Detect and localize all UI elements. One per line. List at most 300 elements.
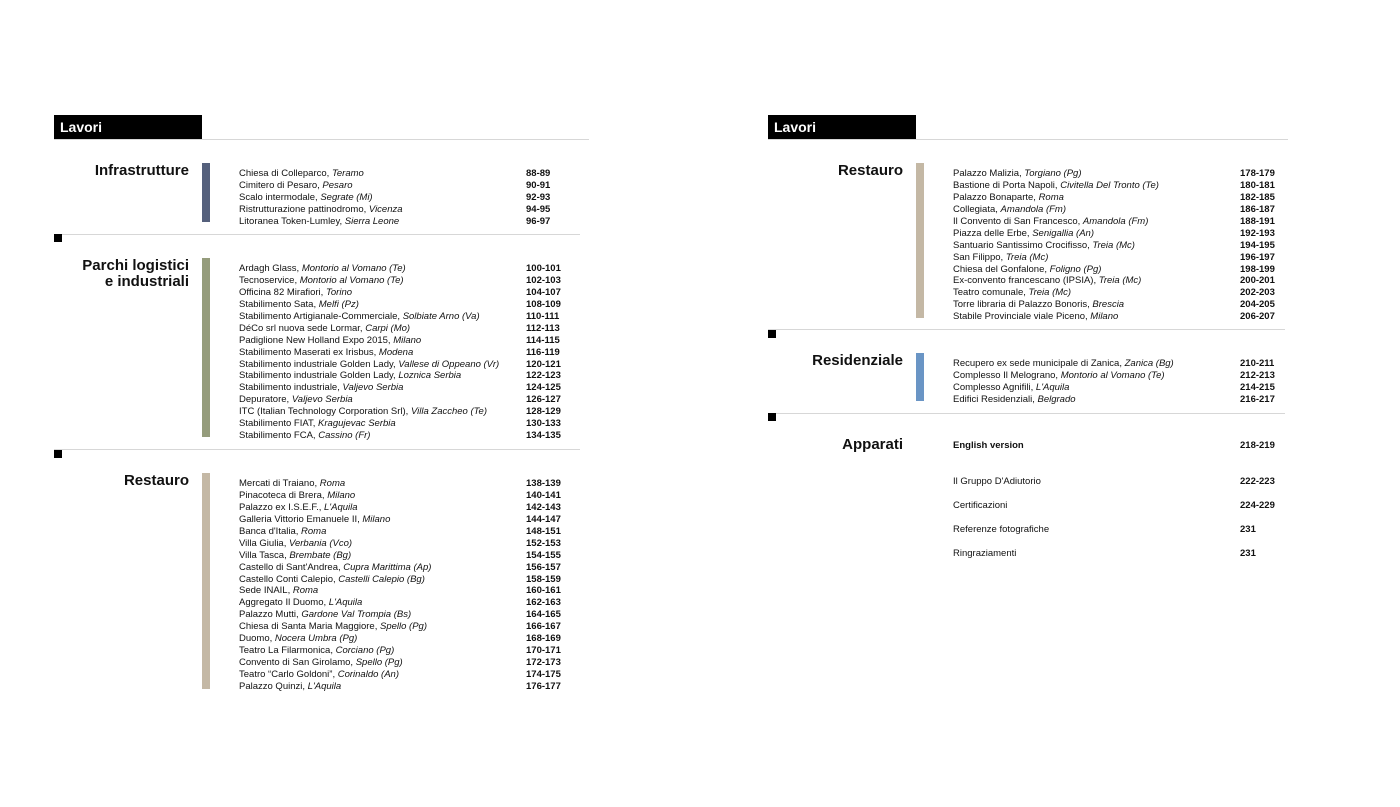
section-bar-parchi-logistici [202, 258, 210, 437]
entry-title [239, 192, 373, 204]
section-bar-residenziale [916, 353, 924, 401]
toc-entry [239, 621, 579, 633]
entry-title [239, 406, 487, 418]
toc-entry [239, 347, 579, 359]
entry-title [239, 335, 421, 347]
entry-title [239, 347, 413, 359]
entry-pages: 168-169 [526, 633, 561, 645]
entry-name: Palazzo Mutti, [239, 609, 302, 621]
entry-pages: 180-181 [1240, 179, 1275, 191]
entry-place: Roma [319, 478, 346, 489]
toc-entry [239, 180, 579, 192]
entry-pages: 212-213 [1240, 369, 1275, 381]
entry-place: Castelli Calepio (Bg) [338, 573, 425, 585]
entry-title [953, 382, 1069, 394]
section-title-restauro-left: Restauro [123, 472, 189, 489]
entry-name: Bastione di Porta Napoli, [953, 179, 1061, 191]
entry-pages: 138-139 [526, 478, 561, 489]
entry-pages: 196-197 [1240, 251, 1275, 263]
entry-list-parchi-logistici [239, 263, 579, 442]
entry-name: Teatro “Carlo Goldoni”, [239, 669, 338, 680]
entry-place: Cupra Marittima (Ap) [343, 561, 432, 573]
entry-title [953, 204, 1066, 216]
entry-place: Vallese di Oppeano (Vr) [398, 358, 500, 370]
toc-entry [239, 502, 579, 514]
entry-place: Foligno (Pg) [1049, 263, 1102, 275]
entry-pages: 108-109 [526, 298, 561, 310]
entry-name: Stabilimento industriale, [239, 382, 343, 394]
entry-name: Il Convento di San Francesco, [953, 215, 1083, 227]
entry-title [239, 490, 355, 502]
entry-place: Brembate (Bg) [289, 549, 352, 561]
toc-entry [239, 168, 579, 180]
entry-place: Cassino (Fr) [318, 430, 371, 442]
entry-name: Stabile Provinciale viale Piceno, [953, 311, 1091, 323]
toc-entry [239, 311, 579, 323]
header-label-left: Lavori [54, 115, 202, 139]
entry-title [239, 323, 410, 335]
entry-pages: 104-107 [526, 286, 561, 298]
entry-name: Stabilimento industriale Golden Lady, [239, 358, 399, 370]
entry-pages: 92-93 [526, 191, 551, 203]
toc-entry [239, 335, 579, 347]
toc-entry [239, 669, 579, 681]
entry-title [953, 311, 1118, 323]
entry-title [239, 585, 318, 597]
entry-pages: 122-123 [526, 370, 561, 382]
entry-name: Villa Tasca, [239, 549, 290, 561]
entry-pages: 112-113 [526, 322, 560, 334]
section-bar-restauro-left [202, 473, 210, 689]
entry-name: Teatro comunale, [953, 287, 1029, 299]
entry-name: Castello Conti Calepio, [239, 573, 339, 585]
section-title-infrastrutture: Infrastrutture [94, 162, 189, 179]
entry-place: Montorio al Vomano (Te) [299, 274, 404, 286]
toc-entry [239, 382, 579, 394]
toc-entry [239, 633, 579, 645]
entry-pages: 152-153 [526, 537, 561, 549]
toc-entry [239, 216, 579, 228]
entry-pages: 120-121 [526, 358, 561, 370]
entry-title [953, 287, 1071, 299]
entry-pages: 140-141 [526, 489, 561, 501]
entry-title [953, 252, 1048, 264]
toc-entry [953, 180, 1293, 192]
toc-entry [953, 216, 1293, 228]
toc-entry [953, 240, 1293, 252]
entry-place: Villa Zaccheo (Te) [410, 406, 488, 418]
entry-title [239, 311, 480, 323]
entry-place: Verbania (Vco) [289, 537, 353, 549]
entry-name: Cimitero di Pesaro, [239, 179, 323, 191]
toc-entry [953, 287, 1293, 299]
entry-place: Teramo [331, 168, 364, 179]
toc-entry [239, 645, 579, 657]
entry-pages: 134-135 [526, 430, 561, 442]
entry-name: Banca d'Italia, [239, 525, 302, 537]
entry-pages: 178-179 [1240, 168, 1275, 179]
entry-place: Kragujevac Serbia [318, 418, 396, 430]
entry-title [239, 216, 399, 228]
entry-pages: 160-161 [526, 585, 561, 597]
entry-name: Chiesa di Colleparco, [239, 168, 332, 179]
toc-entry [953, 264, 1293, 276]
entry-title [239, 478, 345, 490]
entry-place: Corinaldo (An) [337, 669, 399, 680]
entry-name: Teatro La Filarmonica, [239, 645, 336, 657]
entry-title [239, 550, 351, 562]
toc-entry [239, 263, 579, 275]
divider [54, 449, 580, 450]
entry-title [239, 418, 396, 430]
section-marker [54, 234, 62, 242]
entry-name: Ardagh Glass, [239, 263, 302, 274]
toc-entry [239, 430, 579, 442]
entry-pages: 166-167 [526, 621, 561, 633]
toc-entry [239, 478, 579, 490]
entry-pages: 206-207 [1240, 311, 1275, 323]
divider [768, 329, 1285, 330]
entry-place: Torino [325, 286, 353, 298]
section-title-residenziale: Residenziale [812, 352, 903, 369]
entry-name: Piazza delle Erbe, [953, 227, 1033, 239]
entry-name: Palazzo ex I.S.E.F., [239, 501, 325, 513]
entry-pages: 124-125 [526, 382, 561, 394]
entry-place: Solbiate Arno (Va) [402, 310, 480, 322]
entry-title [953, 192, 1064, 204]
entry-place: Amandola (Fm) [1000, 203, 1066, 215]
toc-entry [239, 490, 579, 502]
entry-name: Scalo intermodale, [239, 191, 321, 203]
entry-title [239, 180, 353, 192]
entry-title [953, 358, 1174, 370]
entry-title [239, 287, 352, 299]
section-bar-restauro-right [916, 163, 924, 318]
entry-name: Santuario Santissimo Crocifisso, [953, 239, 1093, 251]
entry-pages: 154-155 [526, 549, 561, 561]
entry-pages: 88-89 [526, 168, 551, 179]
entry-pages: 174-175 [526, 669, 561, 680]
entry-name: DéCo srl nuova sede Lormar, [239, 322, 366, 334]
entry-title [239, 526, 326, 538]
entry-pages: 90-91 [526, 179, 551, 191]
entry-name: Complesso Agnifili, [953, 381, 1036, 393]
toc-entry [953, 275, 1293, 287]
entry-pages: 96-97 [526, 215, 551, 227]
left-page [54, 0, 589, 807]
toc-entry [953, 192, 1293, 204]
entry-title [953, 299, 1124, 311]
entry-pages: 192-193 [1240, 227, 1275, 239]
entry-title [239, 597, 362, 609]
entry-title [953, 228, 1094, 240]
entry-title [239, 370, 461, 382]
toc-entry [953, 311, 1293, 323]
entry-pages: 116-119 [526, 346, 560, 358]
entry-title [239, 168, 364, 180]
apparati-item-ringraziamenti: Ringraziamenti 231 [953, 548, 1256, 559]
entry-title [239, 609, 411, 621]
entry-place: Roma [292, 585, 319, 597]
header-right [768, 115, 1288, 140]
entry-pages: 172-173 [526, 657, 561, 669]
toc-entry [953, 370, 1293, 382]
entry-place: L'Aquila [307, 680, 342, 692]
entry-name: Edifici Residenziali, [953, 393, 1038, 405]
entry-list-infrastrutture [239, 168, 579, 228]
toc-entry [239, 514, 579, 526]
entry-place: Valjevo Serbia [342, 382, 404, 394]
entry-title [239, 574, 425, 586]
entry-name: Stabilimento FCA, [239, 430, 319, 442]
entry-pages: 198-199 [1240, 263, 1275, 275]
toc-entry [239, 287, 579, 299]
entry-place: Senigallia (An) [1032, 227, 1095, 239]
entry-place: Valjevo Serbia [291, 394, 353, 406]
header-label-right: Lavori [768, 115, 916, 139]
divider [768, 413, 1285, 414]
entry-name: Ristrutturazione pattinodromo, [239, 203, 369, 215]
toc-entry [239, 370, 579, 382]
entry-pages: 158-159 [526, 573, 561, 585]
entry-place: Milano [327, 489, 356, 501]
entry-place: Sierra Leone [344, 215, 400, 227]
entry-list-restauro-left [239, 478, 579, 693]
entry-pages: 144-147 [526, 513, 561, 525]
toc-entry [953, 358, 1293, 370]
entry-pages: 148-151 [526, 525, 561, 537]
toc-entry [239, 275, 579, 287]
toc-entry [953, 252, 1293, 264]
entry-place: Nocera Umbra (Pg) [274, 633, 358, 645]
entry-title [239, 645, 394, 657]
entry-place: Treia (Mc) [1028, 287, 1072, 299]
entry-name: Palazzo Bonaparte, [953, 191, 1039, 203]
entry-name: Convento di San Girolamo, [239, 657, 356, 669]
entry-place: Roma [301, 525, 327, 537]
entry-name: Depuratore, [239, 394, 292, 406]
entry-place: Corciano (Pg) [335, 645, 395, 657]
entry-title [953, 168, 1082, 180]
entry-pages: 164-165 [526, 609, 561, 621]
entry-name: Stabilimento industriale Golden Lady, [239, 370, 399, 382]
entry-name: San Filippo, [953, 251, 1006, 263]
entry-pages: 130-133 [526, 418, 561, 430]
toc-entry [239, 538, 579, 550]
entry-title [239, 621, 427, 633]
entry-place: Milano [1090, 311, 1119, 323]
entry-place: Segrate (Mi) [320, 191, 373, 203]
entry-place: Milano [393, 334, 422, 346]
entry-place: Gardone Val Trompia (Bs) [301, 609, 412, 621]
toc-entry [239, 192, 579, 204]
entry-name: Recupero ex sede municipale di Zanica, [953, 358, 1125, 369]
entry-pages: 182-185 [1240, 191, 1275, 203]
entry-name: Pinacoteca di Brera, [239, 489, 328, 501]
entry-pages: 128-129 [526, 406, 561, 418]
entry-name: Palazzo Malizia, [953, 168, 1025, 179]
entry-title [239, 382, 403, 394]
toc-entry [239, 526, 579, 538]
entry-title [953, 275, 1141, 287]
toc-entry [953, 168, 1293, 180]
entry-place: Modena [378, 346, 414, 358]
entry-name: Palazzo Quinzi, [239, 680, 308, 692]
toc-entry [239, 597, 579, 609]
entry-title [239, 263, 406, 275]
entry-place: Pesaro [322, 179, 353, 191]
divider [54, 234, 580, 235]
entry-name: Tecnoservice, [239, 274, 300, 286]
entry-name: Stabilimento Artigianale-Commerciale, [239, 310, 403, 322]
toc-entry [953, 299, 1293, 311]
entry-pages: 94-95 [526, 203, 551, 215]
entry-place: Treia (Mc) [1005, 251, 1049, 263]
entry-list-residenziale [953, 358, 1293, 406]
apparati-item-gruppo: Il Gruppo D'Adiutorio 222-223 [953, 476, 1275, 487]
section-marker [54, 450, 62, 458]
toc-entry [239, 418, 579, 430]
toc-entry [239, 657, 579, 669]
entry-name: Chiesa di Santa Maria Maggiore, [239, 621, 380, 633]
entry-pages: 202-203 [1240, 287, 1275, 299]
entry-pages: 216-217 [1240, 393, 1275, 405]
entry-place: Brescia [1092, 299, 1125, 311]
toc-entry [239, 550, 579, 562]
entry-title [239, 394, 353, 406]
entry-name: Villa Giulia, [239, 537, 289, 549]
entry-pages: 142-143 [526, 501, 561, 513]
entry-name: Torre libraria di Palazzo Bonoris, [953, 299, 1093, 311]
right-page [768, 0, 1288, 807]
toc-entry [239, 359, 579, 371]
entry-name: Galleria Vittorio Emanuele II, [239, 513, 363, 525]
entry-name: ITC (Italian Technology Corporation Srl), [239, 406, 411, 418]
entry-name: Stabilimento Sata, [239, 298, 319, 310]
toc-entry [239, 609, 579, 621]
toc-entry [953, 394, 1293, 406]
entry-pages: 102-103 [526, 274, 561, 286]
entry-name: Sede INAIL, [239, 585, 293, 597]
entry-name: Aggregato Il Duomo, [239, 597, 329, 609]
entry-place: Melfi (Pz) [318, 298, 359, 310]
entry-title [239, 657, 403, 669]
toc-entry [239, 323, 579, 335]
entry-title [239, 204, 403, 216]
entry-place: L'Aquila [1035, 381, 1070, 393]
toc-entry [239, 204, 579, 216]
entry-pages: 194-195 [1240, 239, 1275, 251]
entry-pages: 100-101 [526, 263, 561, 274]
entry-pages: 170-171 [526, 645, 561, 657]
toc-entry [953, 228, 1293, 240]
entry-title [239, 681, 341, 693]
toc-entry [239, 394, 579, 406]
entry-pages: 176-177 [526, 680, 561, 692]
entry-title [239, 359, 499, 371]
toc-entry [953, 204, 1293, 216]
entry-name: Stabilimento FIAT, [239, 418, 319, 430]
entry-title [953, 370, 1165, 382]
entry-pages: 162-163 [526, 597, 561, 609]
entry-place: Spello (Pg) [355, 657, 403, 669]
entry-place: Belgrado [1037, 393, 1076, 405]
apparati-item-referenze: Referenze fotografiche 231 [953, 524, 1256, 535]
entry-name: Complesso Il Melograno, [953, 369, 1061, 381]
entry-name: Collegiata, [953, 203, 1001, 215]
entry-pages: 156-157 [526, 561, 561, 573]
entry-name: Officina 82 Mirafiori, [239, 286, 326, 298]
entry-title [239, 299, 359, 311]
entry-pages: 214-215 [1240, 381, 1275, 393]
header-left [54, 115, 589, 140]
entry-title [239, 633, 357, 645]
entry-place: Zanica (Bg) [1124, 358, 1174, 369]
apparati-item-english-version: English version 218-219 [953, 440, 1275, 451]
entry-name: Chiesa del Gonfalone, [953, 263, 1050, 275]
entry-place: Milano [362, 513, 391, 525]
entry-pages: 110-111 [526, 310, 560, 322]
entry-place: Montorio al Vomano (Te) [1060, 369, 1165, 381]
apparati-item-certificazioni: Certificazioni 224-229 [953, 500, 1275, 511]
toc-entry [239, 585, 579, 597]
entry-title [239, 562, 431, 574]
entry-place: Vicenza [368, 203, 403, 215]
section-title-apparati: Apparati [842, 436, 903, 453]
entry-place: Treia (Mc) [1098, 275, 1142, 287]
entry-title [953, 240, 1135, 252]
entry-title [239, 669, 399, 681]
entry-name: Litoranea Token-Lumley, [239, 215, 345, 227]
entry-title [239, 502, 358, 514]
entry-pages: 114-115 [526, 334, 560, 346]
entry-title [239, 514, 390, 526]
entry-name: Mercati di Traiano, [239, 478, 320, 489]
toc-entry [239, 562, 579, 574]
entry-pages: 204-205 [1240, 299, 1275, 311]
entry-title [953, 180, 1159, 192]
toc-entry [239, 406, 579, 418]
entry-list-restauro-right [953, 168, 1293, 323]
entry-place: Spello (Pg) [380, 621, 427, 633]
entry-place: L'Aquila [328, 597, 363, 609]
entry-name: Ex-convento francescano (IPSIA), [953, 275, 1099, 287]
entry-pages: 200-201 [1240, 275, 1275, 287]
entry-place: Montorio al Vomano (Te) [301, 263, 406, 274]
toc-entry [239, 574, 579, 586]
entry-place: L'Aquila [324, 501, 358, 513]
entry-place: Treia (Mc) [1092, 239, 1135, 251]
entry-place: Loznica Serbia [398, 370, 462, 382]
toc-entry [239, 681, 579, 693]
entry-pages: 186-187 [1240, 203, 1275, 215]
entry-name: Castello di Sant'Andrea, [239, 561, 344, 573]
entry-place: Torgiano (Pg) [1024, 168, 1082, 179]
entry-place: Roma [1038, 191, 1064, 203]
entry-title [953, 264, 1101, 276]
entry-pages: 126-127 [526, 394, 561, 406]
section-title-restauro-right: Restauro [837, 162, 903, 179]
entry-place: Amandola (Fm) [1082, 215, 1149, 227]
entry-name: Padiglione New Holland Expo 2015, [239, 334, 394, 346]
entry-pages: 210-211 [1240, 358, 1275, 369]
entry-name: Duomo, [239, 633, 275, 645]
entry-place: Carpi (Mo) [365, 322, 411, 334]
entry-name: Stabilimento Maserati ex Irisbus, [239, 346, 379, 358]
section-marker [768, 330, 776, 338]
section-marker [768, 413, 776, 421]
toc-entry [953, 382, 1293, 394]
